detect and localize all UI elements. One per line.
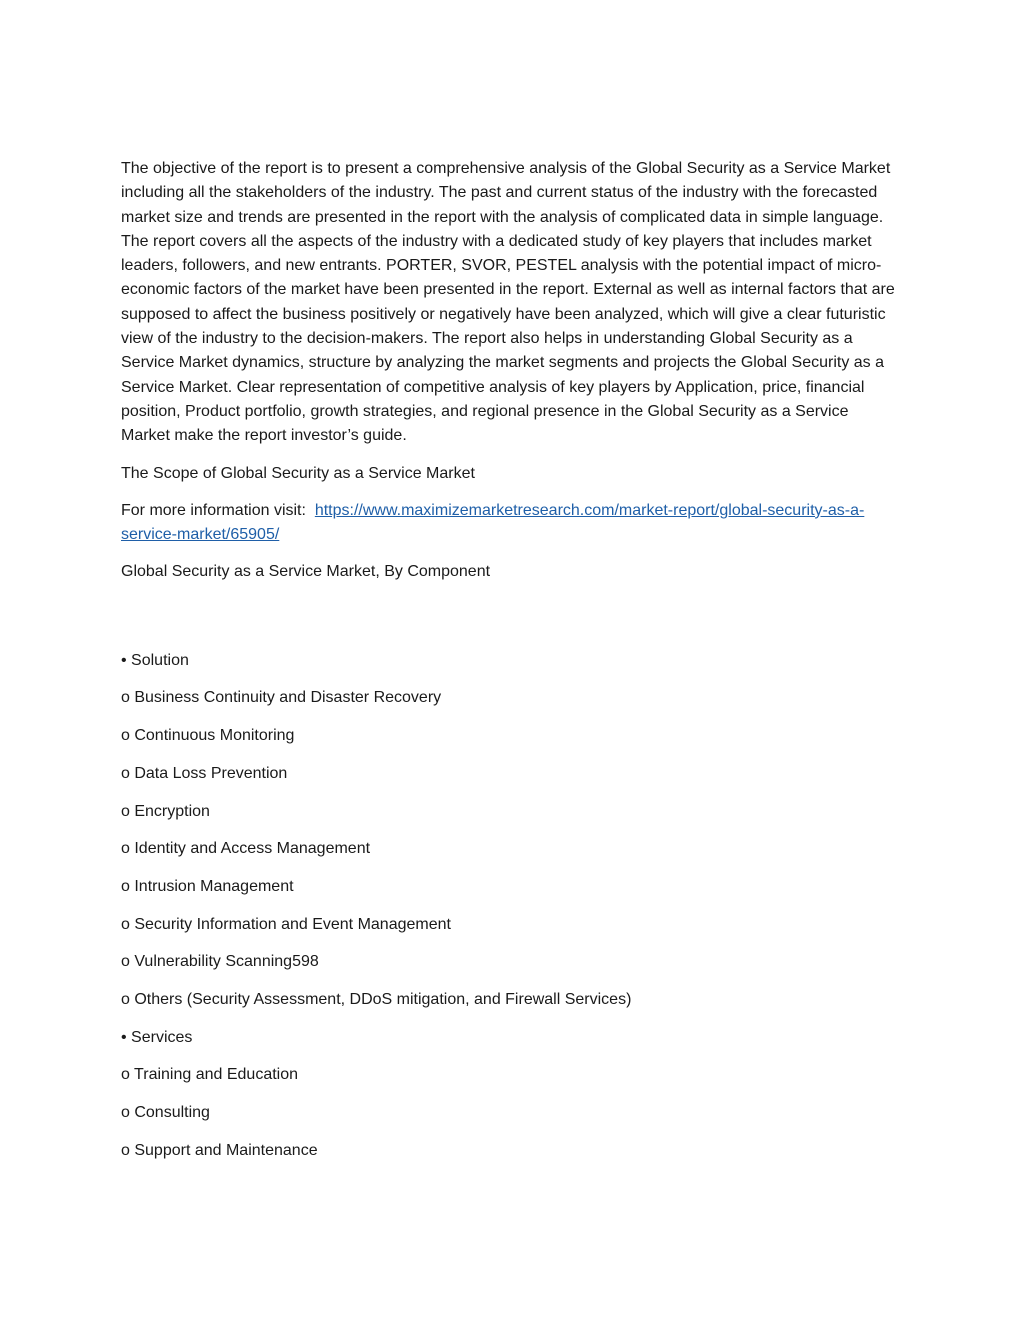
list-item: o Support and Maintenance: [121, 1141, 318, 1159]
report-link[interactable]: https://www.maximizemarketresearch.com/market-report/global-security-as-a-service-market/65905/: [121, 501, 865, 544]
list-item: o Others (Security Assessment, DDoS mitigation, and Firewall Services): [121, 990, 632, 1008]
list-item: o Data Loss Prevention: [121, 764, 288, 782]
list-item: o Identity and Access Management: [121, 840, 371, 858]
list-item: o Intrusion Management: [121, 877, 294, 895]
list-item: o Continuous Monitoring: [121, 727, 295, 745]
more-info-label: For more information visit:: [121, 501, 306, 519]
intro-paragraph: The objective of the report is to present a comprehensive analysis of the Global Security as a Service Market including all the stakeholders of the industry. The past and current status of the industry with the forecasted market size and trends are presented in the report with the analysis of complicated data in simple language. The report covers all the aspects of the industry with a dedicated study of key players that includes market leaders, followers, and new entrants. PORTER, SVOR, PESTEL analysis with the potential impact of micro-economic factors of the market have been presented in the report. External as well as internal factors that are supposed to affect the business positively or negatively have been analyzed, which will give a clear futuristic view of the industry to the decision-makers. The report also helps in understanding Global Security as a Service Market dynamics, structure by analyzing the market segments and projects the Global Security as a Service Market. Clear representation of competitive analysis of key players by Application, price, financial position, Product portfolio, growth strategies, and regional presence in the Global Security as a Service Market make the report investor’s guide.: [121, 160, 895, 445]
list-item: o Vulnerability Scanning598: [121, 953, 319, 971]
blank-line: [121, 598, 901, 649]
list-item: o Training and Education: [121, 1066, 299, 1084]
list-item-services: • Services: [121, 1028, 193, 1046]
list-item-solution: • Solution: [121, 651, 189, 669]
list-item: o Security Information and Event Management: [121, 915, 451, 933]
scope-heading: The Scope of Global Security as a Service Market: [121, 464, 475, 482]
more-info-line: [121, 499, 901, 548]
list-item: o Business Continuity and Disaster Recovery: [121, 689, 442, 707]
component-heading: Global Security as a Service Market, By Component: [121, 563, 491, 581]
document-page: [121, 157, 901, 1176]
list-item: o Encryption: [121, 802, 210, 820]
list-item: o Consulting: [121, 1104, 210, 1121]
